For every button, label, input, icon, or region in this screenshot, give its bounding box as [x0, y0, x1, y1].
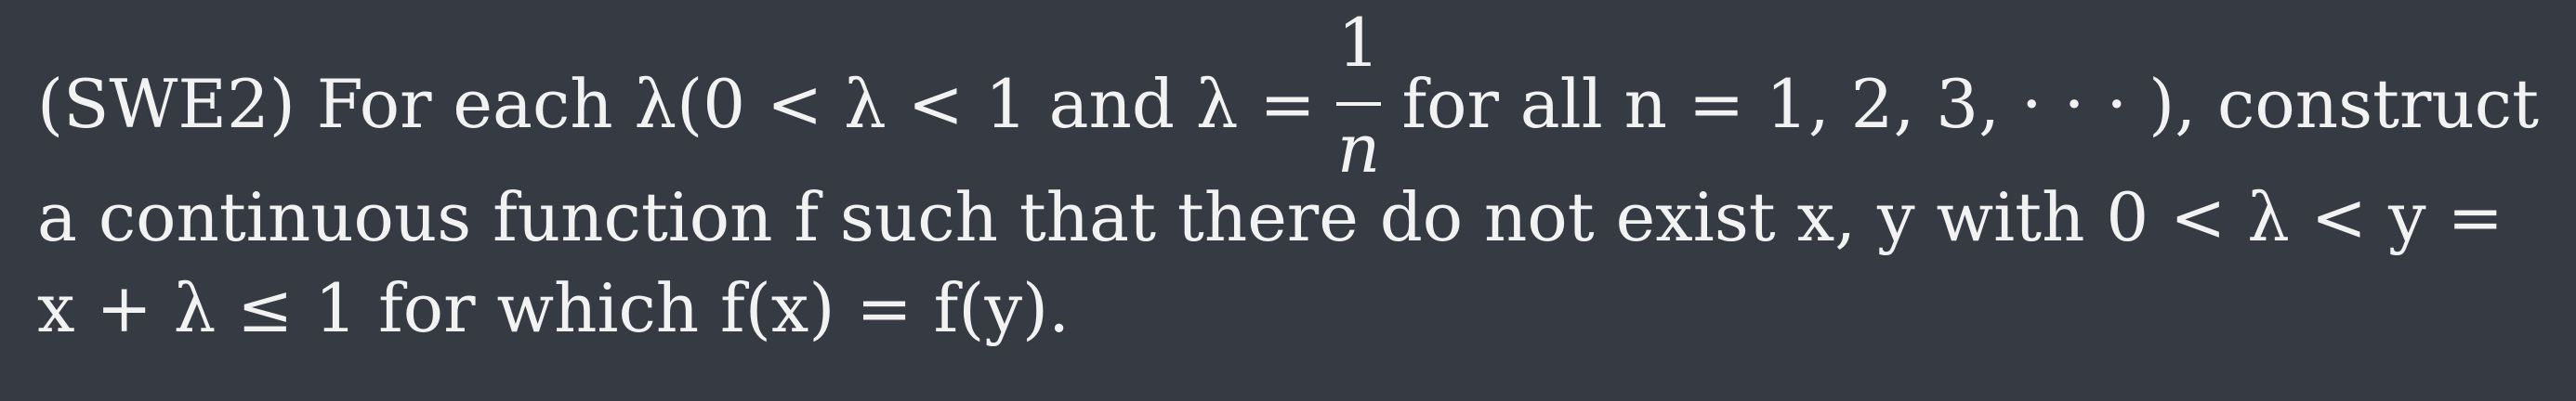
fraction-bar	[1336, 102, 1381, 106]
paragraph-line-3	[37, 269, 2539, 362]
line1-text-before-fraction: (SWE2) For each λ(0 < λ < 1 and λ =	[37, 65, 1316, 143]
paragraph-line-1	[37, 4, 2539, 188]
line3-text: x + λ ≤ 1 for which f(x) = f(y).	[37, 269, 1070, 347]
fraction-1-over-n	[1336, 4, 1381, 188]
fraction-denominator: n	[1336, 110, 1381, 188]
line2-text: a continuous function f such that there do not exist x, y with 0 < λ < y =	[37, 178, 2504, 256]
fraction-numerator: 1	[1337, 4, 1380, 82]
paragraph-line-2	[37, 178, 2539, 271]
line1-text-after-fraction: for all n = 1, 2, 3, · · · ), construct	[1401, 65, 2539, 143]
